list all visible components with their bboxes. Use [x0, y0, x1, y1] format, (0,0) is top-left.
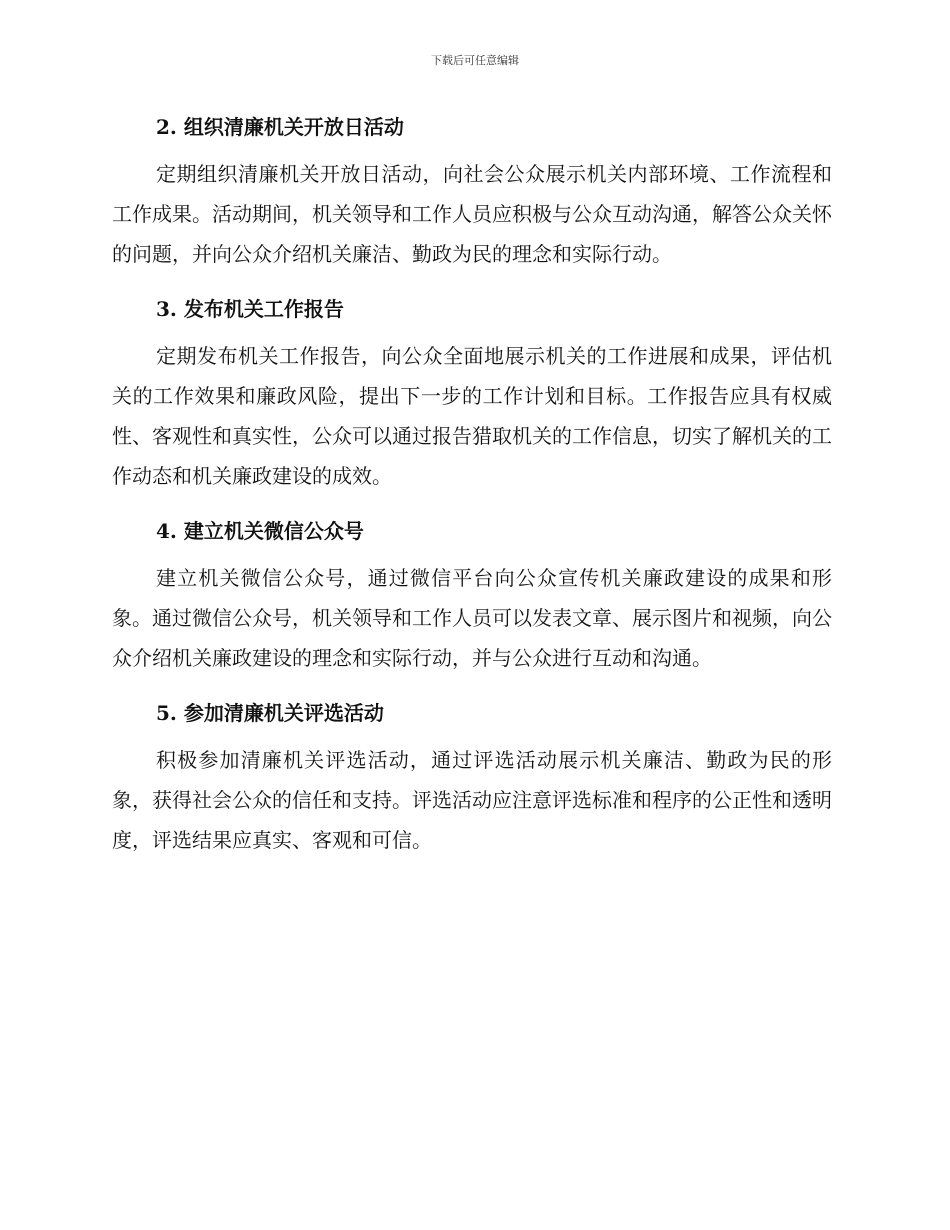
page-header-note: 下载后可任意编辑: [431, 54, 519, 67]
section-open-day: [112, 112, 832, 274]
section-paragraph: 积极参加清廉机关评选活动，通过评选活动展示机关廉洁、勤政为民的形象，获得社会公众的信任和支持。评选活动应注意评选标准和程序的公正性和透明度，评选结果应真实、客观和可信。: [112, 748, 832, 852]
section-wechat-account: [112, 516, 832, 678]
section-heading: 2. 组织清廉机关开放日活动: [156, 115, 404, 139]
section-paragraph: 建立机关微信公众号，通过微信平台向公众宣传机关廉政建设的成果和形象。通过微信公众号，机关领导和工作人员可以发表文章、展示图片和视频，向公众介绍机关廉政建设的理念和实际行动，并与公众进行互动和沟通。: [112, 566, 832, 670]
document-body: [112, 112, 832, 860]
section-paragraph: 定期发布机关工作报告，向公众全面地展示机关的工作进展和成果，评估机关的工作效果和廉政风险，提出下一步的工作计划和目标。工作报告应具有权威性、客观性和真实性，公众可以通过报告猎取机关的工作信息，切实了解机关的工作动态和机关廉政建设的成效。: [112, 344, 832, 488]
section-work-report: [112, 294, 832, 496]
section-paragraph: 定期组织清廉机关开放日活动，向社会公众展示机关内部环境、工作流程和工作成果。活动期间，机关领导和工作人员应积极与公众互动沟通，解答公众关怀的问题，并向公众介绍机关廉洁、勤政为民的理念和实际行动。: [112, 162, 832, 266]
section-heading: 3. 发布机关工作报告: [156, 297, 344, 321]
section-heading: 5. 参加清廉机关评选活动: [156, 701, 384, 725]
section-evaluation: [112, 698, 832, 860]
section-heading: 4. 建立机关微信公众号: [156, 519, 364, 543]
